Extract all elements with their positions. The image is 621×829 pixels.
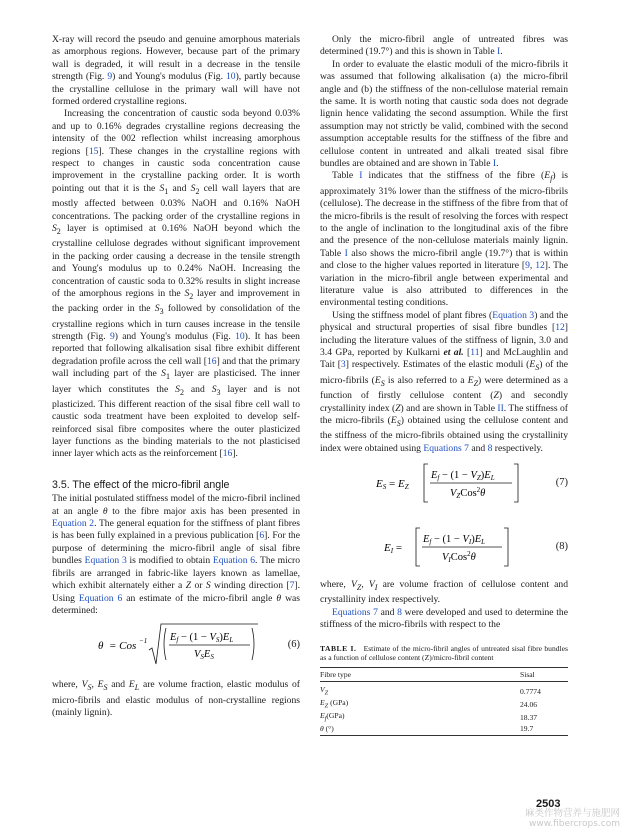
- eq6-theta: θ: [98, 640, 104, 653]
- watermark-line-1: 麻类作物营养与施肥网: [524, 808, 620, 819]
- section-heading: 3.5. The effect of the micro-fibril angle: [52, 478, 230, 491]
- equation-8: [320, 519, 568, 575]
- table-cell-value: 19.7: [520, 724, 568, 736]
- fig10-link-2[interactable]: 10: [235, 330, 245, 342]
- ref12-link-2[interactable]: 12: [555, 322, 565, 334]
- equation8-link[interactable]: 8: [487, 442, 493, 454]
- equation6-link[interactable]: Equation 6: [212, 555, 256, 567]
- ref9-link[interactable]: 9: [525, 260, 530, 272]
- right-paragraph-1: Only the micro-fibril angle of untreated fibres was determined (19.7°) and this is shown in Table I.: [320, 34, 568, 58]
- table-row: [320, 682, 568, 698]
- right-paragraph-3: Table I indicates that the stiffness of the fibre $(E_f)$ is approximately 31% lower than the stiffness of the micro-fibrils (cellulose). The decrease in the stiffness of the fibre from that of the micro-fibrils is the result of resolving the forces with respect to the angle of inclination to the longitudinal axis of the fibre and the presence of the non-cellulose materials mainly lignin. Table I also shows the micro-fibril angle (19.7°) that is within and close to the higher values reported in literature [9, 12]. The variation in the micro-fibril angle between experimental and literature value is also attributed to differences in the environmental testing conditions.: [320, 170, 569, 309]
- left-paragraph-1: X-ray will record the pseudo and genuine amorphous materials as amorphous regions. However, because part of the primary wall is degraded, it will result in a decrease in the tensile strength (Fig. 9) and Young's modulus (Fig. 10), partly because the crystalline cellulose in the primary wall will have not formed ordered crystalline regions.: [52, 34, 300, 108]
- equation8-link-2[interactable]: 8: [397, 606, 402, 618]
- right-paragraph-2: In order to evaluate the elastic moduli of the micro-fibrils it was assumed that following alkalisation (a) the micro-fibril angle and (b) the stiffness of the non-cellulose material remain the same. It is worth noting that caustic soda does not degrade lignin hence validating the second assumption. While the first assumption may not strictly be valid, combined with the second assumption acceptable results for the stiffness of the fibre and cellulose content in untreated and alkali treated sisal fibre bundles are obtained and are shown in Table I.: [320, 58, 568, 170]
- table-header-cell: Fibre type: [320, 667, 520, 681]
- ref15-link[interactable]: 15: [88, 145, 99, 157]
- fig10-link[interactable]: 10: [226, 71, 236, 83]
- left-column: [52, 34, 300, 719]
- table-row: [320, 724, 568, 736]
- table-cell-value: 24.06: [520, 699, 538, 709]
- table1-link-3[interactable]: I: [359, 170, 363, 182]
- left-paragraph-4: where, $V_S$, $E_S$ and $E_L$ are volume fraction, elastic modulus of micro-fibrils and elastic modulus of non-crystalline regions (mainly lignin).: [52, 679, 301, 719]
- fig9-link[interactable]: 9: [107, 71, 113, 83]
- table-cell-value: 18.37: [520, 712, 538, 722]
- left-paragraph-3: The initial postulated stiffness model of the micro-fibril inclined at an angle θ to the fibre major axis has been presented in Equation 2. The general equation for the stiffness of plant fibres is has been fully explained in a previous publication [6]. For the purpose of determining the micro-fibril angle of sisal fibre bundles Equation 3 is modified to obtain Equation 6. The micro fibrils are arranged in fabric-like layers known as lamellae, which exhibit alternately either a Z or S winding direction [7]. Using Equation 6 an estimate of the micro-fibril angle θ was determined:: [52, 493, 301, 616]
- ref16-link[interactable]: 16: [206, 355, 217, 367]
- table-cell-value: 0.7774: [520, 686, 541, 696]
- equation7-link-2[interactable]: Equations 7: [332, 606, 378, 618]
- eq7-denominator: VZCos$^2$θ: [450, 486, 486, 501]
- equation-8-graphic: [384, 522, 584, 572]
- equation-6: [52, 617, 300, 673]
- table-caption-text: Estimate of the micro-fibril angles of untreated sisal fibre bundles as a function of cellulose content (Z)/micro-fibril content: [320, 643, 568, 663]
- ref3-link[interactable]: 3: [340, 359, 346, 371]
- eq8-lhs: EI =: [384, 542, 403, 556]
- equation-8-number: (8): [555, 540, 568, 552]
- eq7-lhs: ES = EZ: [376, 478, 409, 492]
- eq7-numerator: Ef − (1 − VZ)EL: [431, 470, 495, 483]
- eq6-exp: −1: [139, 637, 148, 646]
- table1-link-4[interactable]: I: [344, 247, 348, 259]
- equation6-link-2[interactable]: Equation 6: [78, 592, 123, 604]
- left-paragraph-2: Increasing the concentration of caustic soda beyond 0.03% and up to 0.16% degrades crystalline regions decreasing the intensity of the 002 reflection whilst increasing amorphous regions [15]. These changes in the crystalline regions with respect to changes in caustic soda concentration cause improvement in the crystalline packing order. It is worth pointing out that it is the $S_1$ and $S_2$ cell wall layers that are mostly affected between 0.03% NaOH and 0.16% NaOH concentrations. The packing order of the crystalline regions in $S_2$ layer is optimised at 0.16% NaOH beyond which the crystalline cellulose degrades without significant improvement in the packing order causing a decrease in the tensile strength and Young's modulus up to 0.24% NaOH. Increasing the concentration of caustic soda to 0.32% results in slight increase of the amorphous regions in the $S_2$ layer and improvement in the packing order in the $S_3$ followed by consolidation of the crystalline regions which in turn causes increase in the tensile strength (Fig. 9) and Young's modulus (Fig. 10). It has been reported that following alkalisation sisal fibre exhibit different degradation profile across the cell wall [16] and that the primary wall including part of the $S_1$ layer are plasticised. The inner layer which constitutes the $S_2$ and $S_3$ layer and is not plasticized. This different reaction of the sisal fibre cell wall to caustic soda treatment have been exploited to develop self-reinforced sisal fibre composites where the outer plasticized layer functions as the binding materials to the not plasticised inner layer which acts as the reinforcement [16].: [52, 108, 300, 460]
- equation-6-number: (6): [287, 639, 300, 651]
- table-cell-label: $E_f(GPa)$: [320, 711, 345, 723]
- eq8-bracket-left: [416, 528, 420, 566]
- watermark-line-2: www.fibercrops.com: [529, 819, 620, 829]
- right-column: [320, 34, 568, 736]
- eq6-denominator: VSES: [194, 649, 214, 662]
- eq8-denominator: VICos$^2$θ: [442, 550, 476, 565]
- page-number: 2503: [536, 798, 561, 810]
- equation3-link[interactable]: Equation 3: [84, 555, 127, 567]
- ref6-link[interactable]: 6: [259, 530, 265, 542]
- equation-7-number: (7): [555, 476, 568, 488]
- table1-link-2[interactable]: I: [492, 158, 497, 170]
- right-paragraph-4: Using the stiffness model of plant fibres (Equation 3) and the physical and structural properties of sisal fibre bundles [12] including the literature values of the stiffness of lignin, 3.0 and 3.4 GPa, reported by Kulkarni et al. [11] and McLaughlin and Tait [3] respectively. Estimates of the elastic moduli $(E_S)$ of the micro-fibrils ($E_S$ is also referred to a $E_Z$) were determined as a function of firstly cellulose content (Z) and secondly crystallinity index (Z) and are shown in Table II. The stiffness of the micro-fibrils $(E_S)$ obtained using the cellulose content and the stiffness of the micro-fibrils obtained using the crystallinity index were obtained using Equations 7 and 8 respectively.: [320, 309, 569, 454]
- eq6-cos: = Cos: [109, 640, 137, 653]
- eq6-numerator: Ef − (1 − VS)EL: [170, 632, 234, 645]
- table-1: [320, 667, 568, 737]
- ref12-link[interactable]: 12: [535, 260, 545, 272]
- table-cell-label: $E_Z$ (GPa): [320, 698, 349, 710]
- table-cell-label: $V_Z$: [320, 685, 329, 697]
- fig9-link-2[interactable]: 9: [109, 330, 115, 342]
- eq6-paren-right: [252, 628, 254, 660]
- eq8-bracket-right: [504, 528, 508, 566]
- eq7-bracket-left: [424, 464, 428, 502]
- table-label: TABLE I.: [320, 643, 357, 653]
- table-row: [320, 711, 568, 724]
- right-paragraph-6: Equations 7 and 8 were developed and used to determine the stiffness of the micro-fibrils with respect to the: [320, 606, 568, 631]
- table-caption: [320, 644, 568, 663]
- table1-link[interactable]: I: [496, 46, 501, 58]
- ref7-link[interactable]: 7: [289, 580, 295, 592]
- equation2-link[interactable]: Equation 2: [52, 518, 95, 530]
- right-paragraph-5: where, $V_Z$, $V_I$ are volume fraction of cellulose content and crystallinity index respectively.: [320, 579, 569, 606]
- ref11-link[interactable]: 11: [470, 347, 480, 359]
- watermark: [505, 809, 620, 829]
- table-row: [320, 698, 568, 711]
- equation-7-graphic: [376, 458, 576, 508]
- equation3-link-2[interactable]: Equation 3: [492, 309, 535, 321]
- eq7-bracket-right: [514, 464, 518, 502]
- equation7-link[interactable]: Equations 7: [423, 442, 469, 454]
- table-header-row: [320, 667, 568, 681]
- ref16-link-2[interactable]: 16: [222, 448, 233, 460]
- table2-link[interactable]: II: [497, 402, 504, 414]
- eq8-numerator: Ef − (1 − VI)EL: [423, 534, 486, 547]
- equation-6-graphic: [98, 620, 298, 670]
- equation-7: [320, 455, 568, 511]
- table-header-cell: Sisal: [520, 667, 568, 681]
- table-cell-label: θ (°): [320, 724, 520, 736]
- eq6-paren-left: [164, 628, 166, 660]
